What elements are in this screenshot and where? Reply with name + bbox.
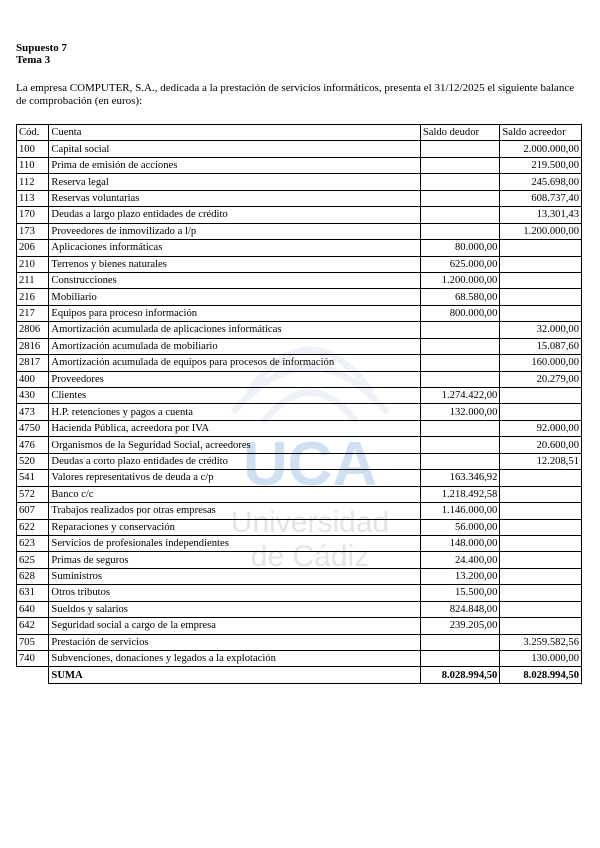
account-name: Sueldos y salarios	[49, 601, 420, 617]
debit-balance: 68.580,00	[420, 289, 500, 305]
account-code: 100	[17, 141, 49, 157]
table-row	[17, 174, 582, 190]
debit-balance: 80.000,00	[420, 240, 500, 256]
account-code: 113	[17, 190, 49, 206]
credit-balance: 2.000.000,00	[500, 141, 582, 157]
table-header-row	[17, 125, 582, 141]
table-row	[17, 305, 582, 321]
credit-balance: 3.259.582,56	[500, 634, 582, 650]
credit-balance	[500, 552, 582, 568]
debit-balance: 13.200,00	[420, 568, 500, 584]
header-account: Cuenta	[49, 125, 420, 141]
debit-balance	[420, 437, 500, 453]
account-code: 110	[17, 157, 49, 173]
account-code: 400	[17, 371, 49, 387]
credit-balance: 32.000,00	[500, 322, 582, 338]
account-name: Deudas a corto plazo entidades de crédito	[49, 453, 420, 469]
credit-balance	[500, 618, 582, 634]
credit-balance: 92.000,00	[500, 420, 582, 436]
account-name: Capital social	[49, 141, 420, 157]
account-name: Construcciones	[49, 272, 420, 288]
debit-balance: 15.500,00	[420, 585, 500, 601]
table-row	[17, 207, 582, 223]
table-row	[17, 585, 582, 601]
credit-balance: 219.500,00	[500, 157, 582, 173]
debit-balance	[420, 338, 500, 354]
account-name: Clientes	[49, 388, 420, 404]
table-row	[17, 289, 582, 305]
debit-balance: 163.346,92	[420, 470, 500, 486]
credit-balance	[500, 305, 582, 321]
credit-balance: 15.087,60	[500, 338, 582, 354]
total-row	[17, 667, 582, 683]
debit-balance	[420, 322, 500, 338]
account-name: Hacienda Pública, acreedora por IVA	[49, 420, 420, 436]
account-name: Deudas a largo plazo entidades de crédito	[49, 207, 420, 223]
account-name: Organismos de la Seguridad Social, acreedores	[49, 437, 420, 453]
debit-balance	[420, 174, 500, 190]
table-row	[17, 338, 582, 354]
table-row	[17, 240, 582, 256]
account-code: 2806	[17, 322, 49, 338]
account-name: Banco c/c	[49, 486, 420, 502]
debit-balance	[420, 634, 500, 650]
debit-balance: 148.000,00	[420, 535, 500, 551]
table-row	[17, 470, 582, 486]
debit-balance	[420, 453, 500, 469]
debit-balance	[420, 371, 500, 387]
account-code: 541	[17, 470, 49, 486]
account-name: Otros tributos	[49, 585, 420, 601]
credit-balance	[500, 585, 582, 601]
account-name: Seguridad social a cargo de la empresa	[49, 618, 420, 634]
debit-balance: 1.274.422,00	[420, 388, 500, 404]
account-name: Proveedores	[49, 371, 420, 387]
table-row	[17, 634, 582, 650]
account-code: 622	[17, 519, 49, 535]
credit-balance: 160.000,00	[500, 355, 582, 371]
table-row	[17, 519, 582, 535]
document-content	[16, 42, 584, 684]
account-code: 625	[17, 552, 49, 568]
credit-balance: 1.200.000,00	[500, 223, 582, 239]
table-row	[17, 420, 582, 436]
credit-balance	[500, 289, 582, 305]
account-code: 206	[17, 240, 49, 256]
debit-balance	[420, 223, 500, 239]
debit-balance: 239.205,00	[420, 618, 500, 634]
account-code: 740	[17, 651, 49, 667]
account-code: 473	[17, 404, 49, 420]
credit-balance	[500, 535, 582, 551]
debit-balance	[420, 651, 500, 667]
table-row	[17, 486, 582, 502]
credit-balance	[500, 388, 582, 404]
table-row	[17, 601, 582, 617]
account-code: 476	[17, 437, 49, 453]
debit-balance: 56.000,00	[420, 519, 500, 535]
table-row	[17, 141, 582, 157]
account-name: Aplicaciones informáticas	[49, 240, 420, 256]
credit-balance	[500, 486, 582, 502]
account-name: Prestación de servicios	[49, 634, 420, 650]
account-name: Reparaciones y conservación	[49, 519, 420, 535]
account-code: 705	[17, 634, 49, 650]
debit-balance: 24.400,00	[420, 552, 500, 568]
account-code: 2817	[17, 355, 49, 371]
account-code: 2816	[17, 338, 49, 354]
account-code: 623	[17, 535, 49, 551]
credit-balance: 245.698,00	[500, 174, 582, 190]
credit-balance	[500, 470, 582, 486]
debit-balance: 625.000,00	[420, 256, 500, 272]
table-row	[17, 157, 582, 173]
credit-balance	[500, 601, 582, 617]
account-code: 628	[17, 568, 49, 584]
total-label: SUMA	[49, 667, 420, 683]
account-name: Amortización acumulada de aplicaciones informáticas	[49, 322, 420, 338]
table-row	[17, 190, 582, 206]
table-row	[17, 272, 582, 288]
debit-balance: 132.000,00	[420, 404, 500, 420]
account-name: Amortización acumulada de equipos para procesos de información	[49, 355, 420, 371]
debit-balance: 824.848,00	[420, 601, 500, 617]
account-name: Equipos para proceso información	[49, 305, 420, 321]
debit-balance: 1.146.000,00	[420, 503, 500, 519]
debit-balance	[420, 157, 500, 173]
total-debit: 8.028.994,50	[420, 667, 500, 683]
table-row	[17, 355, 582, 371]
table-row	[17, 651, 582, 667]
total-credit: 8.028.994,50	[500, 667, 582, 683]
account-code: 210	[17, 256, 49, 272]
credit-balance: 130.000,00	[500, 651, 582, 667]
account-code: 430	[17, 388, 49, 404]
debit-balance	[420, 190, 500, 206]
table-row	[17, 256, 582, 272]
debit-balance	[420, 141, 500, 157]
credit-balance	[500, 256, 582, 272]
credit-balance	[500, 519, 582, 535]
account-name: Mobiliario	[49, 289, 420, 305]
debit-balance: 1.218.492,58	[420, 486, 500, 502]
watermark-initials: UCA	[242, 430, 378, 499]
intro-paragraph: La empresa COMPUTER, S.A., dedicada a la prestación de servicios informáticos, presenta el 31/12/2025 el siguiente balance de comprobación (en euros):	[16, 82, 575, 107]
header-code: Cód.	[17, 125, 49, 141]
account-code: 112	[17, 174, 49, 190]
credit-balance	[500, 503, 582, 519]
table-row	[17, 552, 582, 568]
watermark-line2: de Cádiz	[250, 540, 370, 573]
account-code: 211	[17, 272, 49, 288]
account-code: 217	[17, 305, 49, 321]
account-code: 173	[17, 223, 49, 239]
table-row	[17, 388, 582, 404]
credit-balance	[500, 240, 582, 256]
account-name: Terrenos y bienes naturales	[49, 256, 420, 272]
table-row	[17, 503, 582, 519]
account-code: 216	[17, 289, 49, 305]
account-code: 520	[17, 453, 49, 469]
supuesto-heading: Supuesto 7	[16, 42, 68, 54]
table-row	[17, 322, 582, 338]
table-row	[17, 568, 582, 584]
account-code: 642	[17, 618, 49, 634]
debit-balance	[420, 420, 500, 436]
account-name: Valores representativos de deuda a c/p	[49, 470, 420, 486]
account-name: Proveedores de inmovilizado a l/p	[49, 223, 420, 239]
account-code: 607	[17, 503, 49, 519]
watermark-line1: Universidad	[230, 506, 390, 539]
header-debit: Saldo deudor	[420, 125, 500, 141]
table-body	[17, 141, 582, 667]
credit-balance	[500, 272, 582, 288]
account-code: 4750	[17, 420, 49, 436]
debit-balance: 800.000,00	[420, 305, 500, 321]
total-code-cell	[17, 667, 49, 683]
account-code: 572	[17, 486, 49, 502]
credit-balance: 20.600,00	[500, 437, 582, 453]
debit-balance	[420, 355, 500, 371]
credit-balance	[500, 404, 582, 420]
credit-balance	[500, 568, 582, 584]
table-row	[17, 535, 582, 551]
table-row	[17, 371, 582, 387]
account-name: Suministros	[49, 568, 420, 584]
account-code: 170	[17, 207, 49, 223]
account-name: Trabajos realizados por otras empresas	[49, 503, 420, 519]
balance-table	[16, 124, 582, 684]
credit-balance: 608.737,40	[500, 190, 582, 206]
account-name: Amortización acumulada de mobiliario	[49, 338, 420, 354]
account-name: Prima de emisión de acciones	[49, 157, 420, 173]
table-row	[17, 404, 582, 420]
debit-balance: 1.200.000,00	[420, 272, 500, 288]
tema-heading: Tema 3	[16, 54, 51, 66]
account-name: Reservas voluntarias	[49, 190, 420, 206]
header-credit: Saldo acreedor	[500, 125, 582, 141]
table-row	[17, 453, 582, 469]
table-row	[17, 618, 582, 634]
account-name: H.P. retenciones y pagos a cuenta	[49, 404, 420, 420]
account-code: 631	[17, 585, 49, 601]
table-row	[17, 223, 582, 239]
credit-balance: 13.301,43	[500, 207, 582, 223]
credit-balance: 20.279,00	[500, 371, 582, 387]
debit-balance	[420, 207, 500, 223]
table-row	[17, 437, 582, 453]
account-name: Servicios de profesionales independientes	[49, 535, 420, 551]
account-code: 640	[17, 601, 49, 617]
account-name: Primas de seguros	[49, 552, 420, 568]
account-name: Subvenciones, donaciones y legados a la explotación	[49, 651, 420, 667]
account-name: Reserva legal	[49, 174, 420, 190]
credit-balance: 12.208,51	[500, 453, 582, 469]
